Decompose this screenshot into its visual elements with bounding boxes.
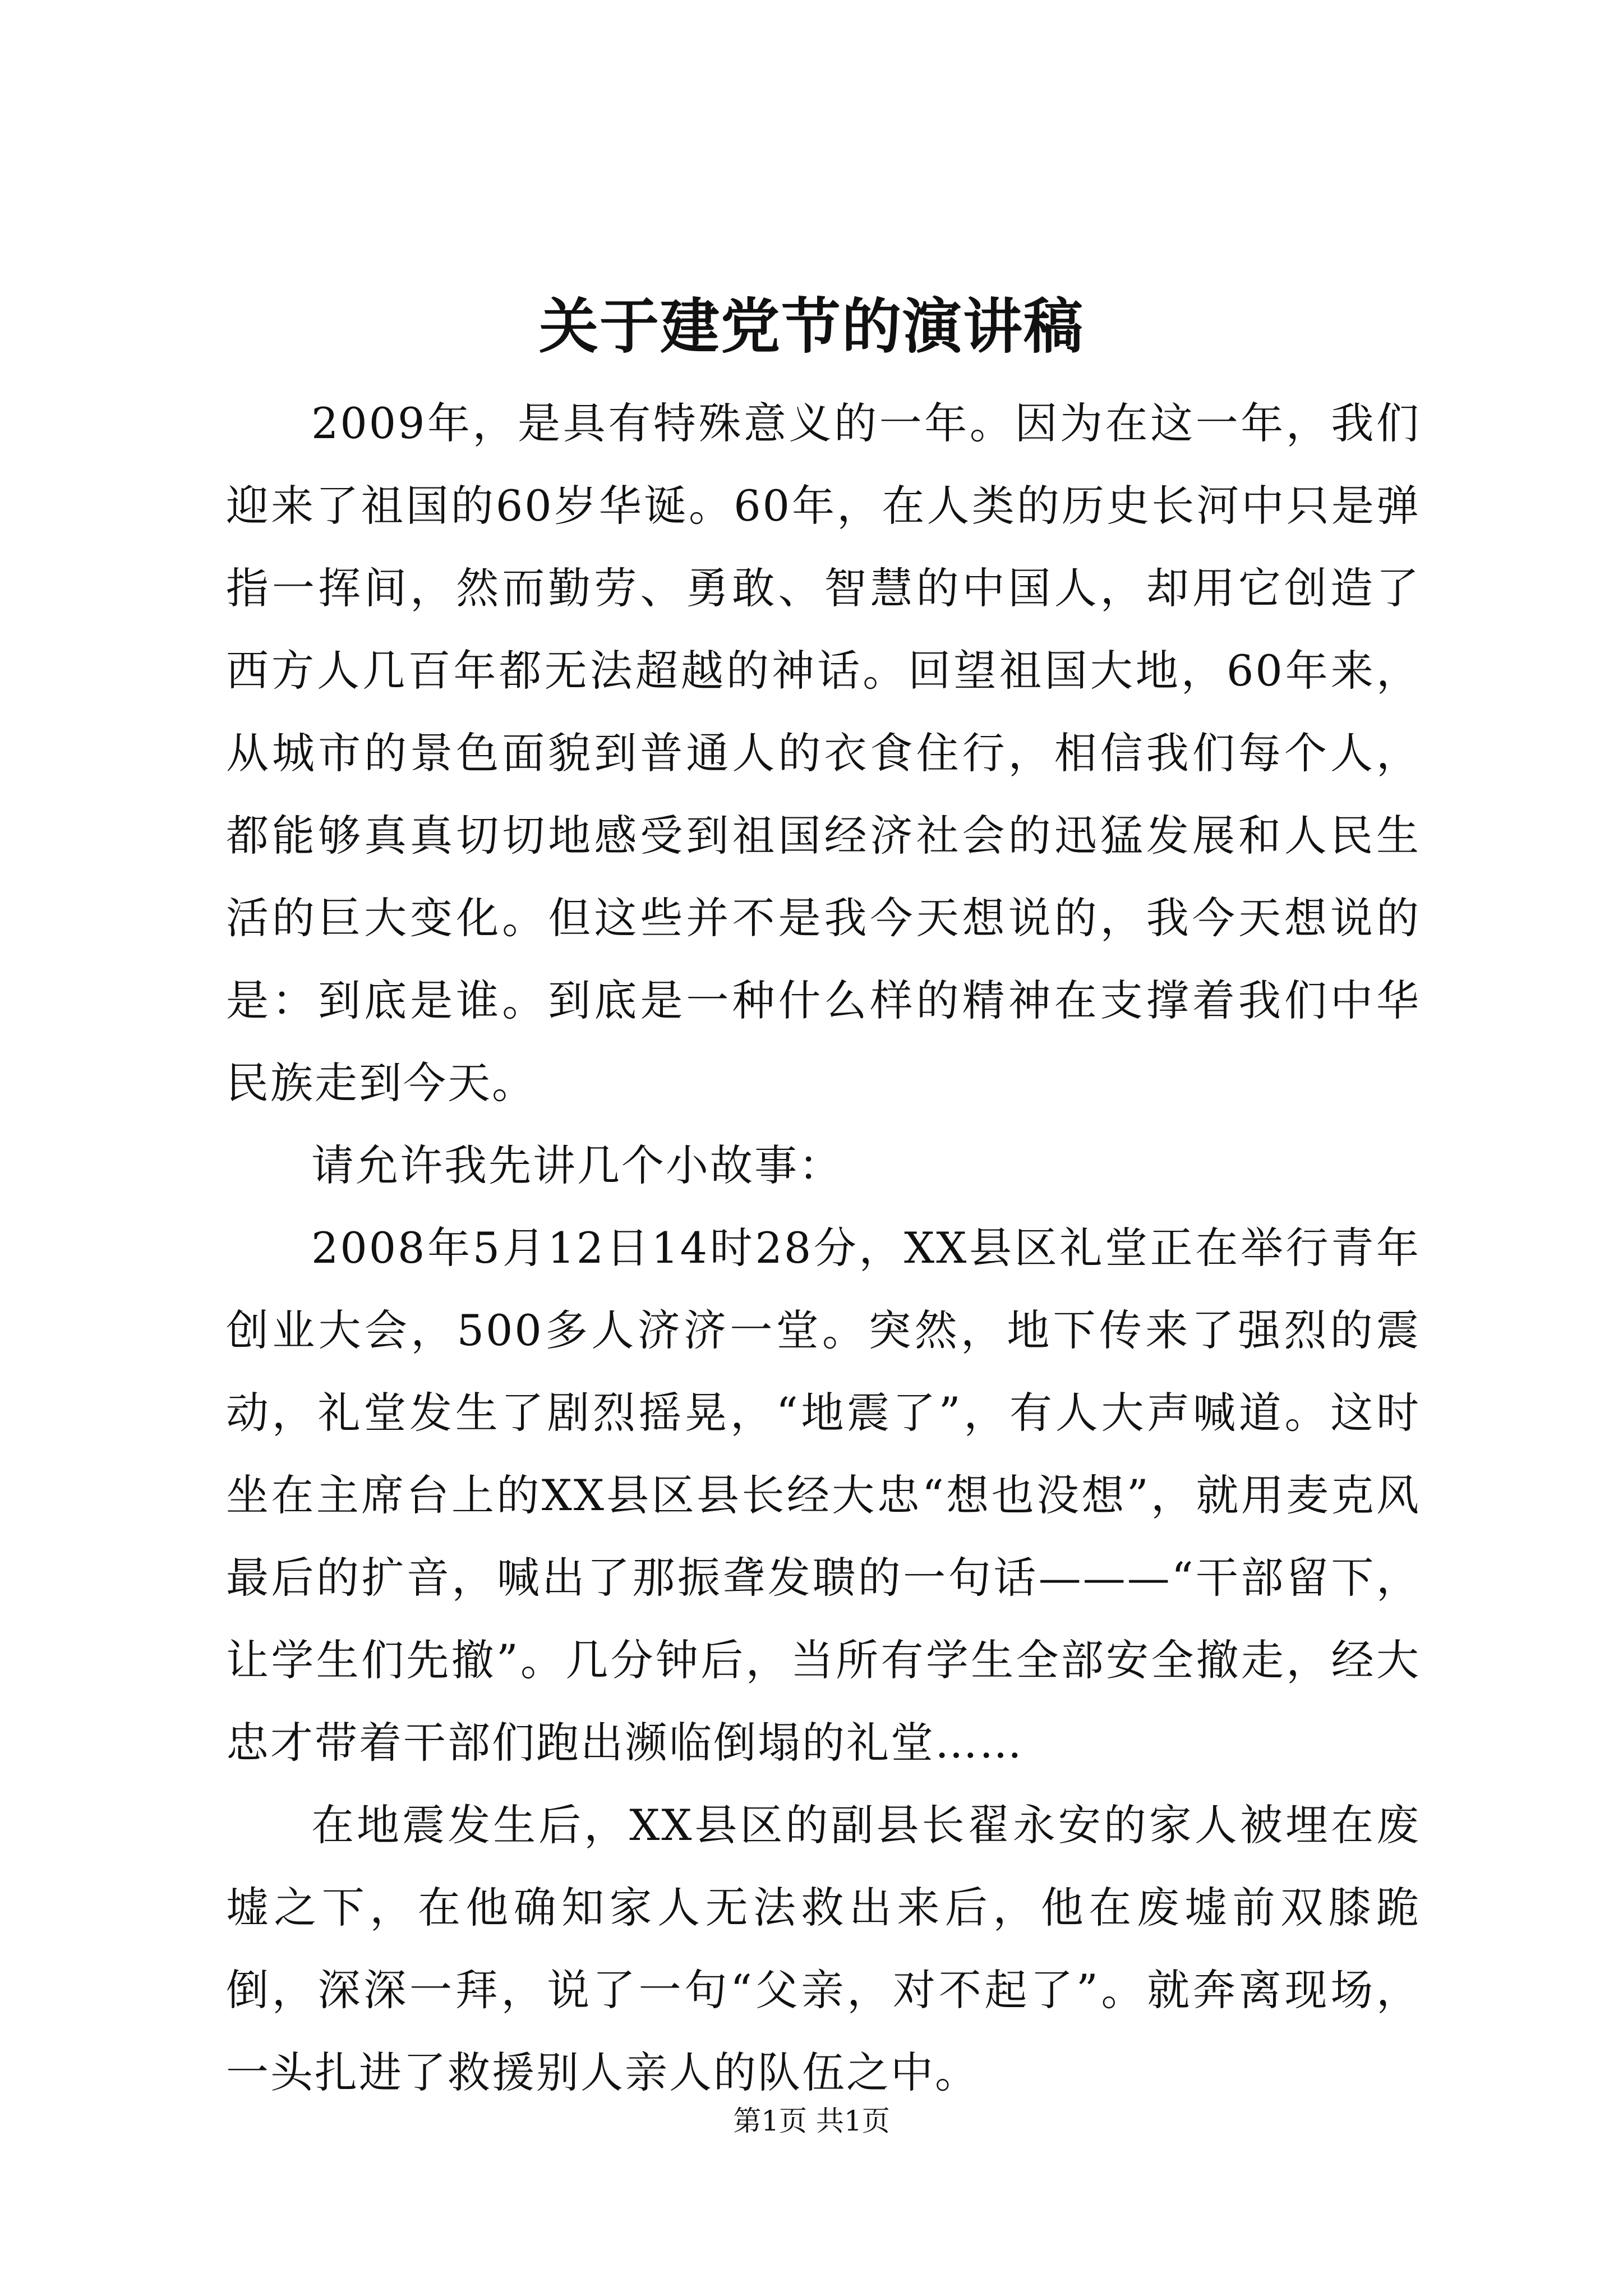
paragraph: 2008年5月12日14时28分，XX县区礼堂正在举行青年创业大会，500多人济济一堂。突然，地下传来了强烈的震动，礼堂发生了剧烈摇晃，“地震了”，有人大声喊道。这时坐在主席台上的XX县区县长经大忠“想也没想”，就用麦克风最后的扩音，喊出了那振聋发聩的一句话———“干部留下，让学生们先撤”。几分钟后，当所有学生全部安全撤走，经大忠才带着干部们跑出濒临倒塌的礼堂…… [226, 1223, 1421, 1768]
document-title: 关于建党节的演讲稿 [539, 291, 1084, 361]
page-footer [0, 2101, 1623, 2141]
document-body [226, 382, 1421, 2114]
page-number: 第1页 共1页 [733, 2105, 890, 2137]
paragraph: 2009年，是具有特殊意义的一年。因为在这一年，我们迎来了祖国的60岁华诞。60年，在人类的历史长河中只是弹指一挥间，然而勤劳、勇敢、智慧的中国人，却用它创造了西方人几百年都无法超越的神话。回望祖国大地，60年来，从城市的景色面貌到普通人的衣食住行，相信我们每个人，都能够真真切切地感受到祖国经济社会的迅猛发展和人民生活的巨大变化。但这些并不是我今天想说的，我今天想说的是：到底是谁。到底是一种什么样的精神在支撑着我们中华民族走到今天。 [226, 398, 1421, 1108]
paragraph: 请允许我先讲几个小故事： [311, 1140, 843, 1190]
paragraph: 在地震发生后，XX县区的副县长翟永安的家人被埋在废墟之下，在他确知家人无法救出来后，他在废墟前双膝跪倒，深深一拜，说了一句“父亲，对不起了”。就奔离现场，一头扎进了救援别人亲人的队伍之中。 [226, 1800, 1421, 2097]
